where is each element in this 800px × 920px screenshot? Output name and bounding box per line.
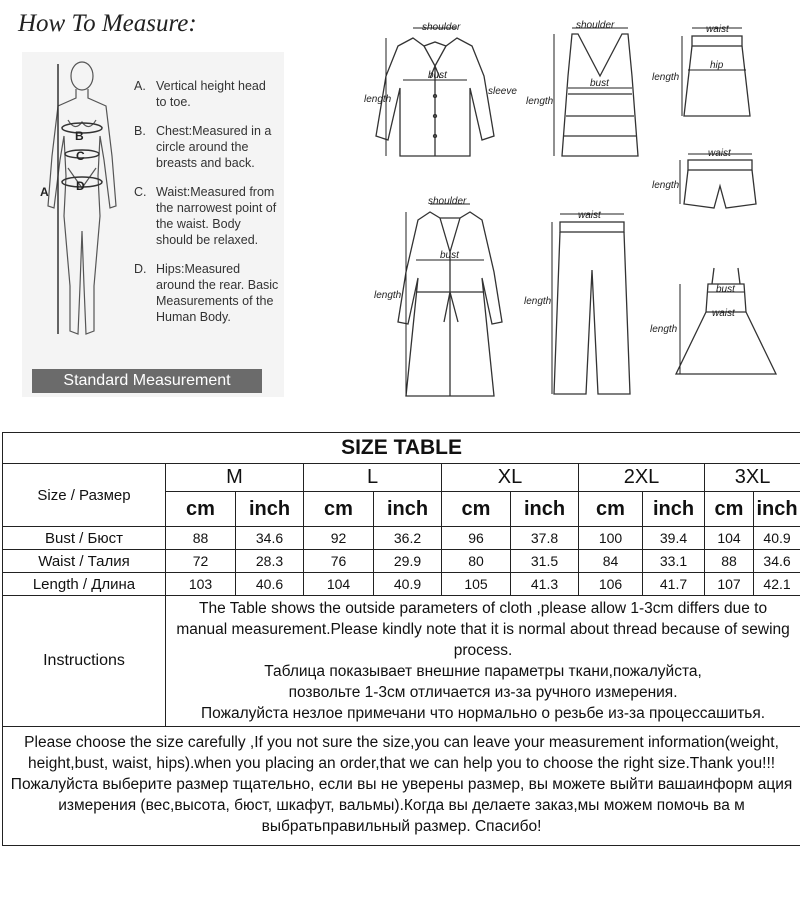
body-measurement-panel — [22, 52, 284, 397]
note-row — [3, 727, 800, 846]
unit-cm: cm — [304, 492, 374, 527]
shorts-waist-label: waist — [708, 148, 731, 159]
figure-letter-b: B — [75, 129, 84, 143]
measurement-item-c: C. Waist:Measured from the narrowest point of the waist. Body should be relaxed. — [134, 185, 277, 247]
table-cell: 104 — [705, 527, 754, 550]
tank-length-label: length — [526, 96, 554, 107]
table-cell: 92 — [304, 527, 374, 550]
table-row-bust — [3, 527, 800, 550]
blouse-shoulder-label: shoulder — [422, 22, 461, 33]
unit-cm: cm — [442, 492, 511, 527]
table-cell: 103 — [166, 573, 236, 596]
table-cell: 29.9 — [374, 550, 442, 573]
coat-shoulder-label: shoulder — [428, 196, 467, 207]
row-label-waist: Waist / Талия — [3, 550, 166, 573]
skirt-hip-label: hip — [710, 60, 724, 71]
size-header-l: L — [304, 464, 442, 492]
instructions-en: The Table shows the outside parameters of cloth ,please allow 1-3cm differs due to manual measurement.Please kindly note that it is normal about thread because of sewing process. — [176, 600, 790, 659]
skirt-length-label: length — [652, 72, 680, 83]
dress-waist-label: waist — [712, 308, 735, 319]
size-header-3xl: 3XL — [705, 464, 800, 492]
dress-diagram — [650, 262, 788, 400]
blouse-length-label: length — [364, 94, 392, 105]
size-header-xl: XL — [442, 464, 579, 492]
measurement-instructions-list — [134, 78, 279, 338]
size-label-cell: Size / Размер — [3, 464, 166, 527]
size-table — [2, 432, 800, 846]
table-cell: 34.6 — [754, 550, 800, 573]
table-cell: 107 — [705, 573, 754, 596]
unit-inch: inch — [236, 492, 304, 527]
dress-bust-label: bust — [716, 284, 735, 295]
unit-inch: inch — [754, 492, 800, 527]
unit-inch: inch — [643, 492, 705, 527]
instructions-text — [166, 596, 800, 727]
shorts-diagram — [652, 142, 782, 224]
standard-measurement-banner: Standard Measurement — [32, 369, 262, 393]
table-cell: 36.2 — [374, 527, 442, 550]
tank-bust-label: bust — [590, 78, 609, 89]
pants-waist-label: waist — [578, 210, 601, 221]
table-cell: 40.9 — [374, 573, 442, 596]
table-cell: 40.9 — [754, 527, 800, 550]
row-label-length: Length / Длина — [3, 573, 166, 596]
size-header-2xl: 2XL — [579, 464, 705, 492]
skirt-diagram — [652, 16, 782, 131]
instructions-ru-3: Пожалуйста незлое примечани что нормально о резьбе из-за процессашитья. — [201, 705, 766, 722]
measurement-item-a: A. Vertical height head to toe. — [134, 79, 266, 109]
table-cell: 41.7 — [643, 573, 705, 596]
table-cell: 104 — [304, 573, 374, 596]
figure-letter-c: C — [76, 149, 85, 163]
table-cell: 37.8 — [511, 527, 579, 550]
instructions-row — [3, 596, 800, 727]
table-cell: 33.1 — [643, 550, 705, 573]
blouse-bust-label: bust — [428, 70, 447, 81]
table-cell: 41.3 — [511, 573, 579, 596]
table-cell: 105 — [442, 573, 511, 596]
coat-length-label: length — [374, 290, 402, 301]
table-row-waist — [3, 550, 800, 573]
table-cell: 39.4 — [643, 527, 705, 550]
how-to-measure-title: How To Measure: — [18, 10, 197, 37]
instructions-ru-1: Таблица показывает внешние параметры ткани,пожалуйста, — [264, 663, 702, 680]
note-english: Please choose the size carefully ,If you not sure the size,you can leave your measurement information(weight, height,bust, waist, hips).when you placing an order,that we can help you to choose the right size.Thank you!!! — [24, 734, 779, 772]
table-row-length — [3, 573, 800, 596]
table-cell: 34.6 — [236, 527, 304, 550]
table-cell: 96 — [442, 527, 511, 550]
unit-inch: inch — [374, 492, 442, 527]
shorts-length-label: length — [652, 180, 680, 191]
figure-letter-a: A — [40, 185, 49, 199]
table-cell: 80 — [442, 550, 511, 573]
tank-top-diagram — [520, 16, 660, 166]
size-choice-note — [3, 727, 800, 846]
note-russian: Пожалуйста выберите размер тщательно, если вы не уверены размер, вы можете выйти вашаинформ ация измерения (вес,высота, бюст, шкафут, вальмы).Когда вы делаете заказ,мы можем помочь ва м выбратьправильный размер. Спасибо! — [10, 776, 793, 835]
figure-letter-d: D — [76, 179, 85, 193]
tank-shoulder-label: shoulder — [576, 20, 615, 31]
how-to-measure-section — [0, 0, 800, 420]
pants-length-label: length — [524, 296, 552, 307]
table-cell: 42.1 — [754, 573, 800, 596]
instructions-label: Instructions — [3, 596, 166, 727]
size-header-m: M — [166, 464, 304, 492]
pants-diagram — [524, 200, 654, 400]
table-cell: 72 — [166, 550, 236, 573]
measurement-item-d: D. Hips:Measured around the rear. Basic Measurements of the Human Body. — [134, 262, 279, 324]
table-cell: 84 — [579, 550, 643, 573]
unit-cm: cm — [705, 492, 754, 527]
unit-inch: inch — [511, 492, 579, 527]
unit-cm: cm — [166, 492, 236, 527]
body-figure-illustration — [30, 56, 130, 346]
row-label-bust: Bust / Бюст — [3, 527, 166, 550]
unit-cm: cm — [579, 492, 643, 527]
coat-diagram — [368, 192, 533, 404]
skirt-waist-label: waist — [706, 24, 729, 35]
dress-length-label: length — [650, 324, 678, 335]
blouse-diagram — [358, 16, 538, 166]
table-cell: 88 — [166, 527, 236, 550]
measurement-item-b: B. Chest:Measured in a circle around the breasts and back. — [134, 124, 272, 170]
table-cell: 100 — [579, 527, 643, 550]
table-cell: 106 — [579, 573, 643, 596]
instructions-ru-2: позвольте 1-3см отличается из-за ручного измерения. — [288, 684, 678, 701]
blouse-sleeve-label: sleeve — [488, 86, 517, 97]
table-cell: 28.3 — [236, 550, 304, 573]
coat-bust-label: bust — [440, 250, 459, 261]
table-cell: 31.5 — [511, 550, 579, 573]
table-cell: 40.6 — [236, 573, 304, 596]
table-cell: 88 — [705, 550, 754, 573]
size-table-title: SIZE TABLE — [3, 433, 800, 464]
table-cell: 76 — [304, 550, 374, 573]
